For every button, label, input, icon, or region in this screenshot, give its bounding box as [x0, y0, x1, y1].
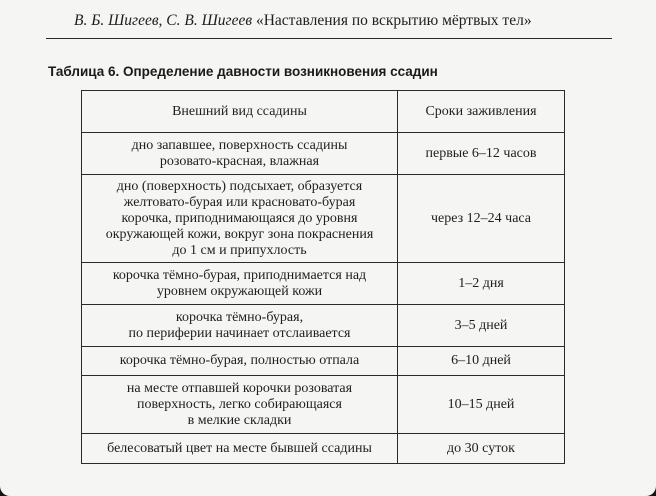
- table-row: [82, 305, 565, 347]
- appearance-cell: [82, 133, 398, 175]
- appearance-line: желтовато-бурая или красновато-бурая: [123, 194, 356, 210]
- healing-period-cell: 3–5 дней: [398, 305, 565, 347]
- table-row: [82, 133, 565, 175]
- table-row: [82, 263, 565, 305]
- healing-period-cell: 6–10 дней: [398, 347, 565, 376]
- appearance-line: розовато-красная, влажная: [159, 153, 320, 169]
- appearance-line: уровнем окружающей кожи: [156, 283, 323, 299]
- appearance-line: корочка тёмно-бурая, приподнимается над: [112, 267, 367, 283]
- abrasion-age-table: [81, 90, 565, 464]
- table-caption: Таблица 6. Определение давности возникновения ссадин: [48, 64, 438, 79]
- header-rule: [46, 38, 612, 39]
- appearance-cell: [82, 263, 398, 305]
- appearance-cell: [82, 347, 398, 376]
- column-header-healing-period: Сроки заживления: [398, 91, 565, 133]
- appearance-line: корочка тёмно-бурая,: [175, 309, 304, 325]
- appearance-line: дно запавшее, поверхность ссадины: [131, 137, 348, 153]
- appearance-line: белесоватый цвет на месте бывшей ссадины: [107, 440, 372, 456]
- appearance-line: поверхность, легко собирающаяся: [137, 396, 342, 412]
- table-row: [82, 175, 565, 263]
- healing-period-cell: первые 6–12 часов: [398, 133, 565, 175]
- healing-period-cell: до 30 суток: [398, 434, 565, 464]
- healing-period-cell: 1–2 дня: [398, 263, 565, 305]
- appearance-line: корочка, приподнимающаяся до уровня: [121, 210, 358, 226]
- appearance-line: дно (поверхность) подсыхает, образуется: [116, 178, 363, 194]
- running-head: [74, 12, 532, 30]
- appearance-line: на месте отпавшей корочки розоватая: [126, 380, 353, 396]
- appearance-line: по периферии начинает отслаивается: [128, 325, 351, 341]
- healing-period-cell: через 12–24 часа: [398, 175, 565, 263]
- column-header-appearance: Внешний вид ссадины: [82, 91, 398, 133]
- table-row: [82, 376, 565, 434]
- table-header-row: [82, 91, 565, 133]
- table-row: [82, 347, 565, 376]
- appearance-line: в мелкие складки: [187, 412, 292, 428]
- healing-period-cell: 10–15 дней: [398, 376, 565, 434]
- appearance-cell: [82, 434, 398, 464]
- appearance-cell: [82, 376, 398, 434]
- appearance-line: до 1 см и припухлость: [172, 242, 307, 258]
- table-row: [82, 434, 565, 464]
- running-head-title: «Наставления по вскрытию мёртвых тел»: [255, 12, 532, 29]
- appearance-line: корочка тёмно-бурая, полностью отпала: [119, 353, 360, 368]
- appearance-line: окружающей кожи, вокруг зона покраснения: [105, 226, 374, 242]
- appearance-cell: [82, 175, 398, 263]
- running-head-authors: В. Б. Шигеев, С. В. Шигеев: [74, 12, 253, 29]
- appearance-cell: [82, 305, 398, 347]
